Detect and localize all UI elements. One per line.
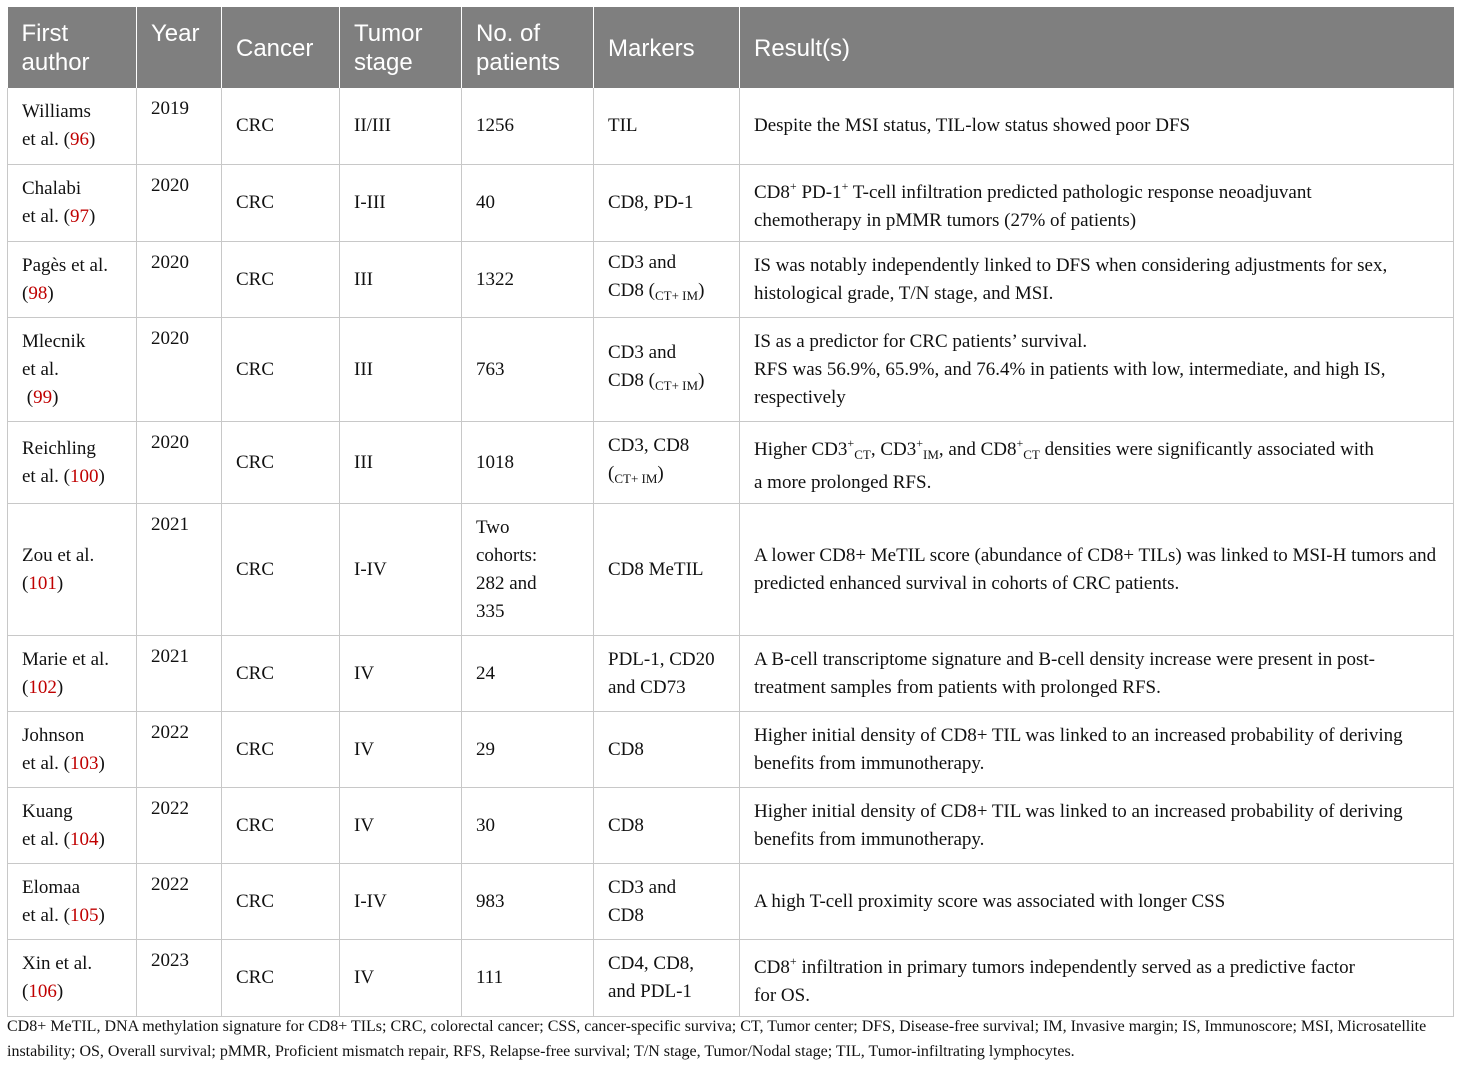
cell-markers: PDL-1, CD20 and CD73: [594, 635, 740, 711]
reference-link[interactable]: 102: [28, 676, 57, 698]
cell-markers: CD3 and CD8 $(_{CT+ IM})$: [594, 317, 740, 421]
table-row: [8, 164, 1454, 241]
cell-results: Higher $CD3^+_{CT}$, $CD3^+_{IM}$, and $CD8^+_{CT}$ densities were significantly associated with a more prolonged RFS.: [740, 421, 1454, 503]
header-stage: Tumor stage: [340, 7, 462, 88]
cell-markers: CD3 and CD8: [594, 863, 740, 939]
table-row: [8, 711, 1454, 787]
cell-patients: Two cohorts: 282 and 335: [462, 503, 594, 635]
cell-stage: III: [340, 241, 462, 317]
reference-link[interactable]: 97: [70, 206, 90, 227]
cell-cancer: CRC: [222, 939, 340, 1016]
cell-year: 2020: [137, 317, 222, 421]
header-results: Result(s): [740, 7, 1454, 88]
cell-cancer: CRC: [222, 317, 340, 421]
cell-stage: IV: [340, 787, 462, 863]
cell-author: Williams et al. (96): [8, 88, 137, 164]
reference-link[interactable]: 104: [70, 828, 99, 850]
cell-results: IS as a predictor for CRC patients’ survival. RFS was 56.9%, 65.9%, and 76.4% in patients with low, intermediate, and high IS, respectively: [740, 317, 1454, 421]
table-row: [8, 88, 1454, 164]
cell-markers: CD8: [594, 787, 740, 863]
cell-markers: CD8: [594, 711, 740, 787]
table-container: [7, 7, 1453, 1017]
cell-cancer: CRC: [222, 164, 340, 241]
cell-patients: 30: [462, 787, 594, 863]
reference-link[interactable]: 106: [28, 981, 57, 1002]
cell-markers: CD4, CD8, and PDL-1: [594, 939, 740, 1016]
cell-stage: IV: [340, 635, 462, 711]
cell-author: Chalabi et al. (97): [8, 164, 137, 241]
cell-markers: CD8, PD-1: [594, 164, 740, 241]
cell-results: A lower CD8+ MeTIL score (abundance of CD8+ TILs) was linked to MSI-H tumors and predicted enhanced survival in cohorts of CRC patients.: [740, 503, 1454, 635]
cell-results: IS was notably independently linked to DFS when considering adjustments for sex, histological grade, T/N stage, and MSI.: [740, 241, 1454, 317]
cell-cancer: CRC: [222, 635, 340, 711]
table-row: [8, 503, 1454, 635]
cell-year: 2020: [137, 241, 222, 317]
cell-stage: IV: [340, 711, 462, 787]
cell-results: Higher initial density of CD8+ TIL was linked to an increased probability of deriving benefits from immunotherapy.: [740, 787, 1454, 863]
cell-results: CD8+ infiltration in primary tumors independently served as a predictive factor for OS.: [740, 939, 1454, 1016]
cell-markers: TIL: [594, 88, 740, 164]
cell-year: 2022: [137, 863, 222, 939]
cell-cancer: CRC: [222, 241, 340, 317]
table-row: [8, 863, 1454, 939]
cell-cancer: CRC: [222, 787, 340, 863]
cell-patients: 24: [462, 635, 594, 711]
cell-author: Pagès et al. (98): [8, 241, 137, 317]
cell-cancer: CRC: [222, 863, 340, 939]
reference-link[interactable]: 99: [33, 386, 53, 408]
cell-year: 2020: [137, 164, 222, 241]
cell-stage: I-IV: [340, 503, 462, 635]
cell-markers: CD8 MeTIL: [594, 503, 740, 635]
header-year: Year: [137, 7, 222, 88]
cell-year: 2022: [137, 787, 222, 863]
cell-results: CD8+ PD-1+ T-cell infiltration predicted pathologic response neoadjuvant chemotherapy in pMMR tumors (27% of patients): [740, 164, 1454, 241]
reference-link[interactable]: 103: [70, 752, 99, 774]
reference-link[interactable]: 100: [70, 465, 99, 487]
header-markers: Markers: [594, 7, 740, 88]
cell-year: 2021: [137, 503, 222, 635]
cell-author: Kuang et al. (104): [8, 787, 137, 863]
cell-patients: 983: [462, 863, 594, 939]
cell-patients: 1322: [462, 241, 594, 317]
cell-stage: II/III: [340, 88, 462, 164]
cell-stage: III: [340, 421, 462, 503]
cell-cancer: CRC: [222, 88, 340, 164]
table-footnote: CD8+ MeTIL, DNA methylation signature for CD8+ TILs; CRC, colorectal cancer; CSS, cancer-specific surviva; CT, Tumor center; DFS, Disease-free survival; IM, Invasive margin; IS, Immunoscore; MSI, Microsatellite instability; OS, Overall survival; pMMR, Proficient mismatch repair, RFS, Relapse-free survival; T/N stage, Tumor/Nodal stage; TIL, Tumor-infiltrating lymphocytes.: [7, 1018, 1427, 1060]
cell-year: 2022: [137, 711, 222, 787]
cell-author: Elomaa et al. (105): [8, 863, 137, 939]
cell-patients: 29: [462, 711, 594, 787]
table-row: [8, 317, 1454, 421]
cell-stage: III: [340, 317, 462, 421]
table-row: [8, 635, 1454, 711]
cell-patients: 111: [462, 939, 594, 1016]
table-row: [8, 939, 1454, 1016]
cell-results: Despite the MSI status, TIL-low status showed poor DFS: [740, 88, 1454, 164]
cell-year: 2023: [137, 939, 222, 1016]
cell-patients: 40: [462, 164, 594, 241]
cell-patients: 1256: [462, 88, 594, 164]
header-row: [8, 7, 1454, 88]
cell-author: Johnson et al. (103): [8, 711, 137, 787]
table-row: [8, 241, 1454, 317]
cell-author: Zou et al. (101): [8, 503, 137, 635]
cell-results: A B-cell transcriptome signature and B-cell density increase were present in post-treatment samples from patients with prolonged RFS.: [740, 635, 1454, 711]
cell-cancer: CRC: [222, 421, 340, 503]
table-row: [8, 421, 1454, 503]
header-patients: No. of patients: [462, 7, 594, 88]
cell-results: A high T-cell proximity score was associated with longer CSS: [740, 863, 1454, 939]
reference-link[interactable]: 98: [28, 282, 48, 304]
header-author: First author: [8, 7, 137, 88]
cell-markers: CD3, CD8 $(_{CT+ IM})$: [594, 421, 740, 503]
header-cancer: Cancer: [222, 7, 340, 88]
cell-patients: 1018: [462, 421, 594, 503]
cell-author: Reichling et al. (100): [8, 421, 137, 503]
cell-author: Xin et al. (106): [8, 939, 137, 1016]
cell-author: Mlecnik et al. (99): [8, 317, 137, 421]
reference-link[interactable]: 105: [70, 904, 99, 926]
cell-year: 2019: [137, 88, 222, 164]
cell-stage: I-IV: [340, 863, 462, 939]
cell-stage: IV: [340, 939, 462, 1016]
studies-table: [7, 7, 1454, 1017]
cell-stage: I-III: [340, 164, 462, 241]
cell-cancer: CRC: [222, 711, 340, 787]
table-row: [8, 787, 1454, 863]
cell-year: 2020: [137, 421, 222, 503]
cell-results: Higher initial density of CD8+ TIL was linked to an increased probability of deriving benefits from immunotherapy.: [740, 711, 1454, 787]
cell-author: Marie et al. (102): [8, 635, 137, 711]
reference-link[interactable]: 96: [70, 129, 90, 151]
cell-cancer: CRC: [222, 503, 340, 635]
cell-year: 2021: [137, 635, 222, 711]
cell-markers: CD3 and CD8 $(_{CT+ IM})$: [594, 241, 740, 317]
cell-patients: 763: [462, 317, 594, 421]
reference-link[interactable]: 101: [28, 572, 57, 594]
